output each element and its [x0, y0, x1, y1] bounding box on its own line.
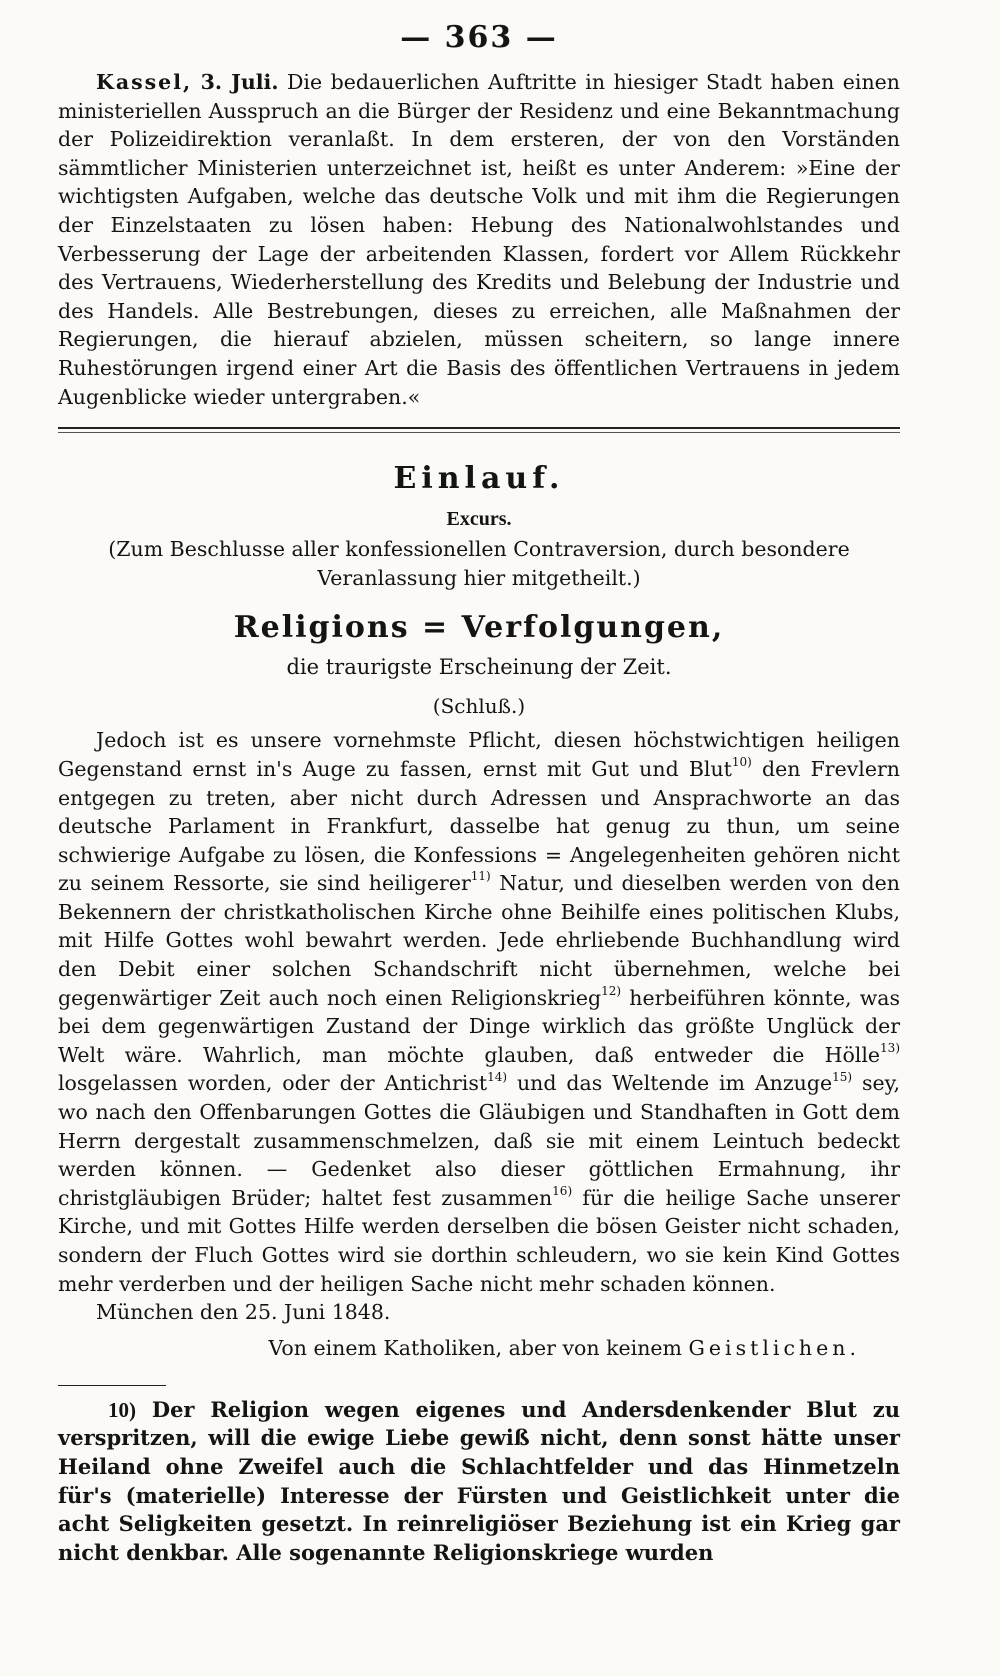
body-text: losgelassen worden, oder der Antichrist [58, 1071, 488, 1096]
report-place: Kassel, [96, 70, 193, 94]
document-page [58, 18, 900, 1567]
report-date: 3. Juli. [200, 70, 279, 94]
signature-emphasis: Geistlichen. [688, 1335, 860, 1360]
footnote-ref: 14) [487, 1069, 508, 1084]
footnote-rule [58, 1385, 166, 1386]
signature [58, 1333, 860, 1363]
excurs-note: (Zum Beschlusse aller konfessionellen Contraversion, durch besondere Veranlassung hier mitgetheilt.) [108, 537, 850, 590]
footnote-ref: 12) [601, 983, 622, 998]
body-text: herbeiführen könnte, was bei dem gegenwärtigen Zustand der Dinge wirklich das größte Unglück der Welt wäre. Wahrlich, man möchte glauben, daß entweder die Hölle [58, 985, 901, 1067]
footnote-number: 10) [108, 1397, 136, 1422]
body-text: sey, wo nach den Offenbarungen Gottes die Gläubigen und Standhaften in Gott dem Herrn dergestalt zusammenschmelzen, daß sie mit einem Leintuch bedeckt werden können. — Gedenket also dieser göttlichen Ermahnung, ihr christgläubigen Brüder; haltet fest zusammen [58, 1071, 900, 1210]
footnote [58, 1396, 900, 1568]
footnote-ref: 16) [552, 1183, 573, 1198]
signature-text: Von einem Katholiken, aber von keinem [268, 1335, 682, 1360]
page-number: — 363 — [400, 20, 558, 55]
footnote-ref: 10) [731, 755, 752, 770]
body-text: für die heilige Sache unserer Kirche, und mit Gottes Hilfe werden derselben die bösen Geister nicht schaden, sondern der Fluch Gottes wird sie dorthin schleudern, wo sie kein Kind Gottes mehr verderben und der heiligen Sache nicht mehr schaden können. [58, 1185, 900, 1296]
kassel-report [58, 68, 900, 411]
body-text: und das Weltende im Anzuge [507, 1071, 833, 1096]
article-body [58, 726, 900, 1298]
footnote-ref: 11) [470, 869, 491, 884]
body-text: den Frevlern entgegen zu treten, aber nicht durch Adressen und Ansprachworte an das deutsche Parlament in Frankfurt, dasselbe hat genug zu thun, um seine schwierige Aufgabe zu lösen, die Konfessions = Angelegenheiten gehören nicht zu seinem Ressorte, sie sind heiligerer [58, 756, 900, 896]
excurs-heading: Excurs. [446, 508, 512, 531]
article-subtitle: die traurigste Erscheinung der Zeit. [286, 655, 672, 680]
dateline: München den 25. Juni 1848. [96, 1300, 391, 1325]
footnote-text: Der Religion wegen eigenes und Andersdenkender Blut zu verspritzen, will die ewige Liebe gewiß nicht, denn sonst hätte unser Heiland ohne Zweifel auch die Schlachtfelder und das Hinmetzeln für's (materielle) Interesse der Fürsten und Geistlichkeit unter die acht Seligkeiten gesetzt. In reinreligiöser Beziehung ist ein Krieg gar nicht denkbar. Alle sogenannte Religionskriege wurden [58, 1396, 900, 1565]
body-text: Natur, und dieselben werden von den Bekennern der christkatholischen Kirche ohne Beihilfe eines politischen Klubs, mit Hilfe Gottes wohl bewahrt werden. Jede ehrliebende Buchhandlung wird den Debit einer solchen Schandschrift nicht übernehmen, welche bei gegenwärtiger Zeit auch noch einen Religionskrieg [58, 871, 900, 1010]
conclusion-marker: (Schluß.) [432, 694, 526, 719]
footnote-ref: 13) [880, 1041, 900, 1056]
section-title: Einlauf. [393, 461, 565, 497]
section-divider [58, 427, 900, 433]
article-title: Religions = Verfolgungen, [233, 610, 725, 646]
footnote-ref: 15) [832, 1069, 853, 1084]
report-text: Die bedauerlichen Auftritte in hiesiger Stadt haben einen ministeriellen Ausspruch an die Bürger der Residenz und eine Bekanntmachung der Polizeidirektion veranlaßt. In dem ersteren, der von den Vorständen sämmtlicher Ministerien unterzeichnet ist, heißt es unter Anderem: »Eine der wichtigsten Aufgaben, welche das deutsche Volk und mit ihm die Regierungen der Einzelstaaten zu lösen haben: Hebung des Nationalwohlstandes und Verbesserung der Lage der arbeitenden Klassen, fordert vor Allem Rückkehr des Vertrauens, Wiederherstellung des Kredits und Belebung der Industrie und des Handels. Alle Bestrebungen, dieses zu erreichen, alle Maßnahmen der Regierungen, die hierauf abzielen, müssen scheitern, so lange innere Ruhestörungen irgend einer Art die Basis des öffentlichen Vertrauens in jedem Augenblicke wieder untergraben.« [58, 70, 900, 409]
body-text: Jedoch ist es unsere vornehmste Pflicht, diesen höchstwichtigen heiligen Gegenstand ernst in's Auge zu fassen, ernst mit Gut und Blut [58, 728, 900, 781]
